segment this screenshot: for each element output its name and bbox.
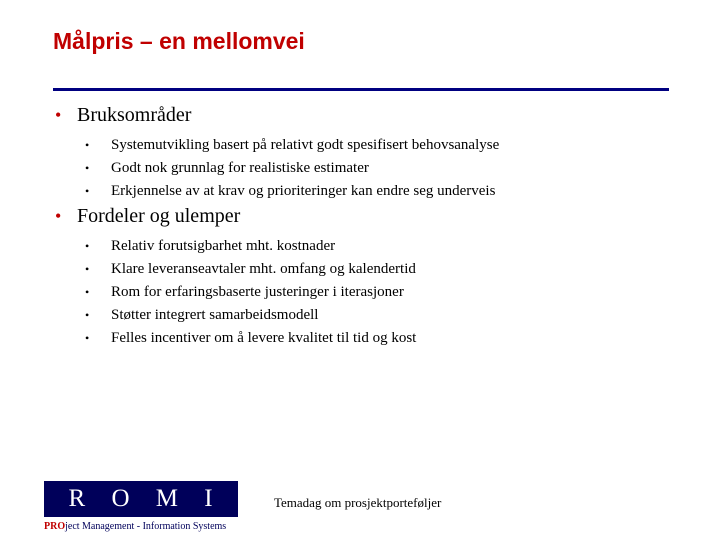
list-item-text: Erkjennelse av at krav og prioriteringer kan endre seg underveis [111, 183, 496, 199]
list-item-text: Felles incentiver om å levere kvalitet til tid og kost [111, 330, 417, 346]
bullet-icon: • [85, 331, 90, 345]
bullet-icon: • [85, 184, 90, 198]
title-divider [53, 88, 669, 91]
list-item-text: Rom for erfaringsbaserte justeringer i iterasjoner [111, 284, 404, 300]
bullet-icon: • [85, 239, 90, 253]
bullet-icon: • [85, 138, 90, 152]
logo-subtitle [44, 521, 244, 532]
section-heading-text: Fordeler og ulemper [77, 205, 241, 227]
bullet-icon: • [85, 308, 90, 322]
list-item-text: Støtter integrert samarbeidsmodell [111, 307, 319, 323]
list-item-text: Relativ forutsigbarhet mht. kostnader [111, 238, 336, 254]
logo-subtitle-rest: ject Management - Information Systems [65, 521, 227, 532]
list-item-text: Godt nok grunnlag for realistiske estimater [111, 160, 369, 176]
bullet-icon: • [85, 161, 90, 175]
logo-subtitle-accent: PRO [44, 521, 66, 532]
list-item [85, 258, 416, 281]
section-bruksomrader [55, 103, 499, 203]
list-item [85, 134, 499, 157]
promis-logo [29, 481, 263, 517]
list-item [85, 235, 416, 258]
list-item-text: Klare leveranseavtaler mht. omfang og kalendertid [111, 261, 416, 277]
list-item [85, 281, 416, 304]
list-item [85, 304, 416, 327]
logo-text: P R O M I S [29, 485, 263, 512]
list-item [85, 180, 499, 203]
slide-title: Målpris – en mellomvei [53, 28, 305, 54]
list-item-text: Systemutvikling basert på relativt godt spesifisert behovsanalyse [111, 137, 500, 153]
section-heading-text: Bruksområder [77, 104, 192, 126]
footer-text: Temadag om prosjektporteføljer [274, 495, 442, 510]
bullet-icon: • [55, 206, 62, 226]
bullet-icon: • [85, 262, 90, 276]
bullet-icon: • [55, 105, 62, 125]
list-item [85, 157, 499, 180]
section-heading [55, 103, 499, 127]
section-fordeler-og-ulemper [55, 204, 416, 350]
bullet-icon: • [85, 285, 90, 299]
list-item [85, 327, 416, 350]
section-heading [55, 204, 416, 228]
